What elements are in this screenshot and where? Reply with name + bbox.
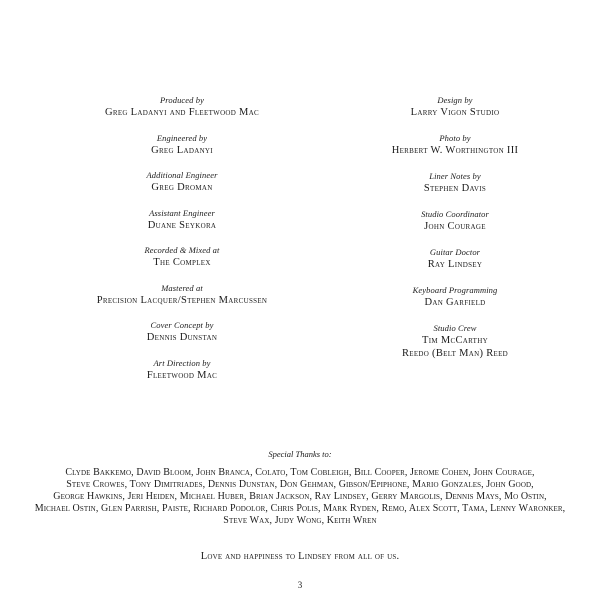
credit-name: Stephen Davis: [423, 183, 487, 194]
credit-block: [340, 95, 570, 133]
credit-name: John Courage: [424, 221, 486, 232]
special-thanks-section: [10, 449, 590, 527]
credit-name: Herbert W. Worthington III: [391, 145, 519, 156]
credit-role: Produced by: [160, 95, 204, 105]
special-thanks-line: Steve Crowes, Tony Dimitriades, Dennis Dunstan, Don Gehman, Gibson/Epiphone, Mario Gonzales, John Good,: [66, 479, 534, 490]
special-thanks-heading: Special Thanks to:: [268, 449, 332, 459]
credit-role: Studio Crew: [433, 323, 477, 333]
credit-role: Art Direction by: [153, 357, 211, 368]
credits-right-column: [340, 95, 570, 361]
credit-block: [62, 358, 302, 396]
credit-name: Tim McCarthy: [422, 335, 488, 346]
credit-role: Cover Concept by: [150, 320, 214, 330]
credit-block: [62, 283, 302, 321]
credit-role: Liner Notes by: [429, 171, 481, 181]
credit-block: [62, 133, 302, 171]
credit-block: [62, 95, 302, 133]
credit-name: Greg Droman: [151, 182, 213, 193]
special-thanks-line: Clyde Bakkemo, David Bloom, John Branca, Colato, Tom Cobleigh, Bill Cooper, Jerome Cohen, John Courage,: [65, 467, 535, 478]
credit-block: [340, 133, 570, 171]
credit-name: Greg Ladanyi: [151, 144, 213, 156]
credit-role: Mastered at: [161, 282, 203, 293]
closing-message: Love and happiness to Lindsey from all of us.: [200, 551, 400, 562]
special-thanks-list: [10, 467, 590, 527]
credit-name: Ray Lindsey: [427, 259, 483, 270]
credit-name: Duane Seykora: [147, 219, 217, 231]
credit-role: Keyboard Programming: [412, 285, 498, 295]
credit-block: [340, 171, 570, 209]
credit-role: Additional Engineer: [146, 170, 218, 180]
credit-name: Dan Garfield: [424, 297, 486, 308]
credit-name: Greg Ladanyi and Fleetwood Mac: [104, 107, 260, 118]
credit-role: Photo by: [439, 133, 471, 143]
credit-block: [340, 247, 570, 285]
special-thanks-line: Michael Ostin, Glen Parrish, Paiste, Richard Podolor, Chris Polis, Mark Ryden, Remo, Alex Scott, Tama, Lenny Waronker,: [34, 503, 566, 514]
special-thanks-line: Steve Wax, Judy Wong, Keith Wren: [223, 515, 377, 526]
credit-name: Reedo (Belt Man) Reed: [401, 348, 509, 359]
credit-name: The Complex: [153, 257, 211, 268]
credit-role: Design by: [437, 95, 473, 105]
credit-block: [62, 208, 302, 246]
credit-role: Guitar Doctor: [429, 247, 481, 257]
credit-role: Engineered by: [156, 132, 208, 143]
credit-role: Assistant Engineer: [149, 207, 215, 218]
credit-role: Studio Coordinator: [421, 209, 489, 219]
credit-block: [62, 320, 302, 358]
credit-name: Precision Lacquer/Stephen Marcussen: [96, 294, 268, 306]
credit-name: Dennis Dunstan: [146, 332, 218, 343]
credit-name: Fleetwood Mac: [146, 369, 218, 381]
special-thanks-line: George Hawkins, Jeri Heiden, Michael Huber, Brian Jackson, Ray Lindsey, Gerry Margolis, Dennis Mays, Mo Ostin,: [53, 491, 547, 502]
page-number: 3: [297, 580, 303, 590]
credit-block: [340, 209, 570, 247]
credits-left-column: [62, 95, 302, 395]
credit-name: Larry Vigon Studio: [410, 107, 500, 118]
credit-role: Recorded & Mixed at: [144, 245, 220, 255]
credit-block: [62, 170, 302, 208]
credit-block: [62, 245, 302, 283]
credit-block: [340, 285, 570, 323]
credit-block: [340, 323, 570, 361]
